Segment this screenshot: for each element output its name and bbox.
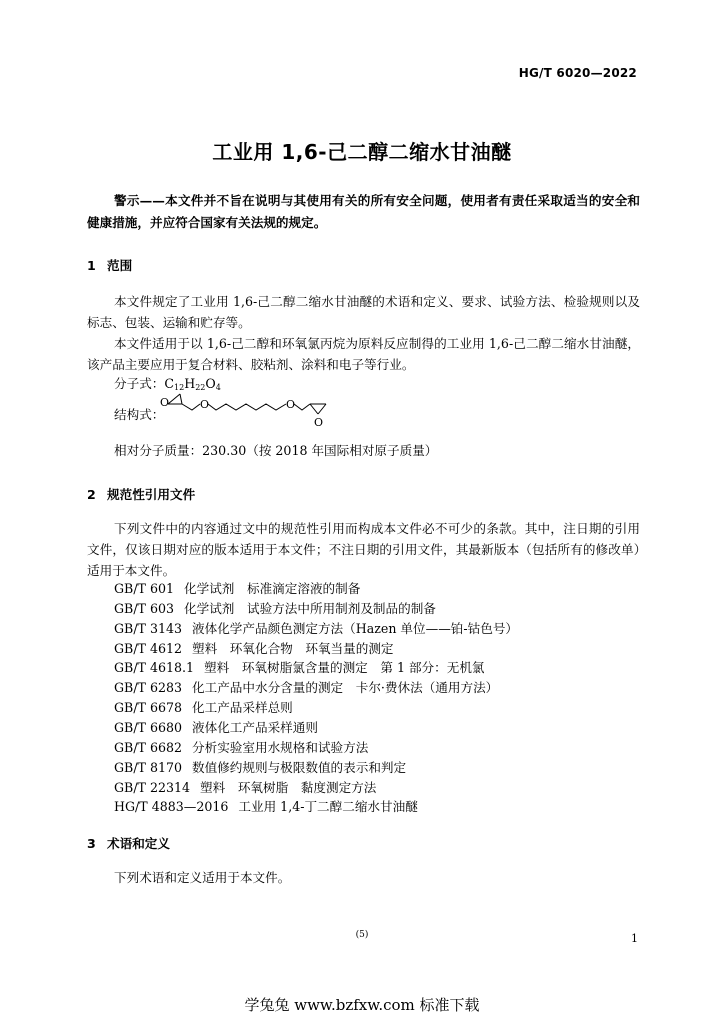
reference-item: GB/T 3143 液体化学产品颜色测定方法（Hazen 单位——铂-钴色号） (114, 621, 519, 636)
reference-item: GB/T 6678 化工产品采样总则 (114, 700, 293, 715)
reference-item: HG/T 4883—2016 工业用 1,4-丁二醇二缩水甘油醚 (114, 799, 418, 814)
reference-item: GB/T 6680 液体化工产品采样通则 (114, 720, 318, 735)
safety-warning: 警示——本文件并不旨在说明与其使用有关的所有安全问题，使用者有责任采取适当的安全和健康措施，并应符合国家有关法规的规定。 (87, 193, 640, 230)
reference-item: GB/T 6283 化工产品中水分含量的测定 卡尔·费休法（通用方法） (114, 680, 499, 695)
formula-label: 分子式： (114, 376, 165, 391)
ether-oxygen-right: O (286, 398, 296, 411)
normative-references-paragraph: 下列文件中的内容通过文中的规范性引用而构成本文件必不可少的条款。其中，注日期的引用文件，仅该日期对应的版本适用于本文件；不注日期的引用文件，其最新版本（包括所有的修改单）适用于本文件。 (87, 521, 640, 578)
structural-formula-diagram (160, 390, 340, 434)
section-1-heading (87, 255, 132, 274)
scope-paragraph-2: 本文件适用于以 1,6-己二醇和环氧氯丙烷为原料反应制得的工业用 1,6-己二醇二缩水甘油醚，该产品主要应用于复合材料、胶粘剂、涂料和电子等行业。 (87, 336, 640, 372)
epoxide-oxygen-right: O (314, 416, 324, 429)
section-title: 规范性引用文件 (107, 487, 196, 502)
page-number: 1 (631, 932, 638, 945)
section-number: 2 (87, 487, 96, 502)
terms-paragraph: 下列术语和定义适用于本文件。 (114, 870, 291, 885)
reference-item: GB/T 603 化学试剂 试验方法中所用制剂及制品的制备 (114, 601, 436, 616)
reference-item: GB/T 8170 数值修约规则与极限数值的表示和判定 (114, 760, 407, 775)
molecular-formula: 分子式：$C_{12}H_{22}O_4$ (114, 376, 221, 392)
ether-oxygen-left: O (200, 398, 210, 411)
section-number: 3 (87, 836, 96, 851)
document-title: 工业用 1,6-己二醇二缩水甘油醚 (212, 140, 512, 164)
section-3-heading (87, 833, 170, 852)
reference-item: GB/T 22314 塑料 环氧树脂 黏度测定方法 (114, 780, 377, 795)
section-title: 范围 (107, 258, 133, 273)
reference-item: GB/T 6682 分析实验室用水规格和试验方法 (114, 740, 369, 755)
section-number: 1 (87, 258, 96, 273)
epoxide-oxygen-left: O (160, 396, 170, 409)
section-2-heading (87, 484, 195, 503)
reference-item: GB/T 4612 塑料 环氧化合物 环氧当量的测定 (114, 641, 394, 656)
relative-molecular-mass: 相对分子质量：230.30（按 2018 年国际相对原子质量） (114, 443, 438, 458)
scope-paragraph-1: 本文件规定了工业用 1,6-己二醇二缩水甘油醚的术语和定义、要求、试验方法、检验规则以及标志、包装、运输和贮存等。 (87, 294, 640, 330)
watermark: 学兔兔 www.bzfxw.com 标准下载 (244, 996, 480, 1014)
reference-item: GB/T 601 化学试剂 标准滴定溶液的制备 (114, 581, 361, 596)
footer-mark: (5) (355, 930, 369, 940)
standard-number: HG/T 6020—2022 (518, 66, 637, 80)
structure-label: 结构式： (114, 407, 165, 422)
reference-item: GB/T 4618.1 塑料 环氧树脂氯含量的测定 第 1 部分：无机氯 (114, 660, 485, 675)
section-title: 术语和定义 (107, 836, 170, 851)
